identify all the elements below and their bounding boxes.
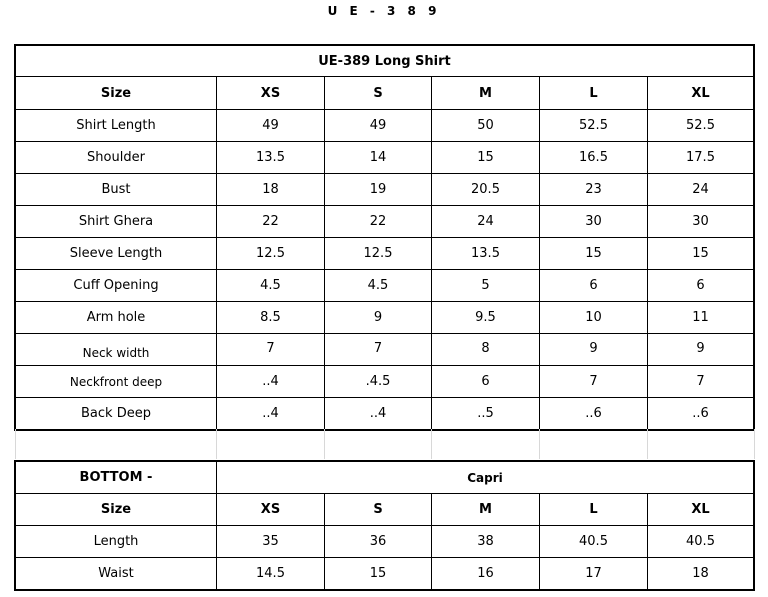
cell-l: 6: [540, 270, 648, 302]
cell-s: 4.5: [325, 270, 432, 302]
cell-s: 7: [325, 334, 432, 366]
row-label: Shirt Ghera: [16, 206, 217, 238]
cell-s: 14: [325, 142, 432, 174]
row-label: Cuff Opening: [16, 270, 217, 302]
row-label: Shirt Length: [16, 110, 217, 142]
cell-l: 30: [540, 206, 648, 238]
bottom-size-header-s: S: [325, 494, 432, 526]
cell-xl: 40.5: [648, 526, 754, 558]
cell-l: 7: [540, 366, 648, 398]
cell-s: 22: [325, 206, 432, 238]
cell-xs: 18: [217, 174, 325, 206]
cell-l: 9: [540, 334, 648, 366]
capri-size-table: [15, 461, 754, 590]
size-header-m: M: [432, 77, 540, 110]
row-label: Neck width: [16, 334, 217, 366]
table-row-arm-hole: [16, 302, 754, 334]
cell-s: 9: [325, 302, 432, 334]
cell-xl: 17.5: [648, 142, 754, 174]
row-label: Length: [16, 526, 217, 558]
table-row-shirt-length: [16, 110, 754, 142]
cell-m: 5: [432, 270, 540, 302]
cell-l: ..6: [540, 398, 648, 430]
cell-m: 15: [432, 142, 540, 174]
cell-xs: 22: [217, 206, 325, 238]
row-label: Shoulder: [16, 142, 217, 174]
cell-xl: 9: [648, 334, 754, 366]
bottom-size-header-xs: XS: [217, 494, 325, 526]
cell-m: ..5: [432, 398, 540, 430]
cell-s: 12.5: [325, 238, 432, 270]
row-label: Sleeve Length: [16, 238, 217, 270]
row-label: Neckfront deep: [16, 366, 217, 398]
cell-xs: 8.5: [217, 302, 325, 334]
table-row-waist: [16, 558, 754, 590]
cell-xl: 11: [648, 302, 754, 334]
cell-s: 19: [325, 174, 432, 206]
bottom-garment-title: Capri: [217, 462, 754, 494]
size-header-xl: XL: [648, 77, 754, 110]
cell-m: 20.5: [432, 174, 540, 206]
cell-xl: 15: [648, 238, 754, 270]
cell-xl: 6: [648, 270, 754, 302]
table-row-shirt-ghera: [16, 206, 754, 238]
cell-m: 9.5: [432, 302, 540, 334]
document-title: U E - 3 8 9: [327, 4, 441, 18]
size-header-l: L: [540, 77, 648, 110]
cell-xs: 13.5: [217, 142, 325, 174]
cell-m: 8: [432, 334, 540, 366]
cell-m: 50: [432, 110, 540, 142]
row-label: Back Deep: [16, 398, 217, 430]
size-header-xs: XS: [217, 77, 325, 110]
cell-xs: ..4: [217, 398, 325, 430]
cell-xl: ..6: [648, 398, 754, 430]
bottom-size-header-row: [16, 494, 754, 526]
cell-xl: 18: [648, 558, 754, 590]
cell-l: 15: [540, 238, 648, 270]
size-header-s: S: [325, 77, 432, 110]
cell-l: 10: [540, 302, 648, 334]
cell-m: 24: [432, 206, 540, 238]
cell-s: .4.5: [325, 366, 432, 398]
cell-s: 15: [325, 558, 432, 590]
cell-xs: 12.5: [217, 238, 325, 270]
cell-s: ..4: [325, 398, 432, 430]
cell-xl: 24: [648, 174, 754, 206]
table-title: UE-389 Long Shirt: [16, 46, 754, 77]
table-row-neck-width: [16, 334, 754, 366]
table-row-length: [16, 526, 754, 558]
row-label: Bust: [16, 174, 217, 206]
cell-xs: 35: [217, 526, 325, 558]
table-row-back-deep: [16, 398, 754, 430]
cell-xl: 52.5: [648, 110, 754, 142]
cell-l: 40.5: [540, 526, 648, 558]
table-row-cuff-opening: [16, 270, 754, 302]
cell-m: 13.5: [432, 238, 540, 270]
cell-xs: ..4: [217, 366, 325, 398]
table-row-bust: [16, 174, 754, 206]
cell-l: 16.5: [540, 142, 648, 174]
cell-xs: 7: [217, 334, 325, 366]
table-row-shoulder: [16, 142, 754, 174]
size-header-row: [16, 77, 754, 110]
cell-m: 38: [432, 526, 540, 558]
cell-s: 36: [325, 526, 432, 558]
bottom-size-header-xl: XL: [648, 494, 754, 526]
table-spacer: [15, 429, 755, 459]
row-label: Arm hole: [16, 302, 217, 334]
cell-l: 52.5: [540, 110, 648, 142]
cell-m: 6: [432, 366, 540, 398]
size-header-label: Size: [16, 77, 217, 110]
cell-xl: 30: [648, 206, 754, 238]
cell-xs: 49: [217, 110, 325, 142]
bottom-size-header-l: L: [540, 494, 648, 526]
bottom-section-label: BOTTOM -: [16, 462, 217, 494]
cell-xs: 14.5: [217, 558, 325, 590]
table-row-neckfront-deep: [16, 366, 754, 398]
cell-xl: 7: [648, 366, 754, 398]
table-row-sleeve-length: [16, 238, 754, 270]
cell-l: 17: [540, 558, 648, 590]
row-label: Waist: [16, 558, 217, 590]
bottom-size-header-label: Size: [16, 494, 217, 526]
cell-l: 23: [540, 174, 648, 206]
cell-m: 16: [432, 558, 540, 590]
bottom-size-header-m: M: [432, 494, 540, 526]
cell-xs: 4.5: [217, 270, 325, 302]
long-shirt-size-table: [15, 45, 754, 430]
cell-s: 49: [325, 110, 432, 142]
